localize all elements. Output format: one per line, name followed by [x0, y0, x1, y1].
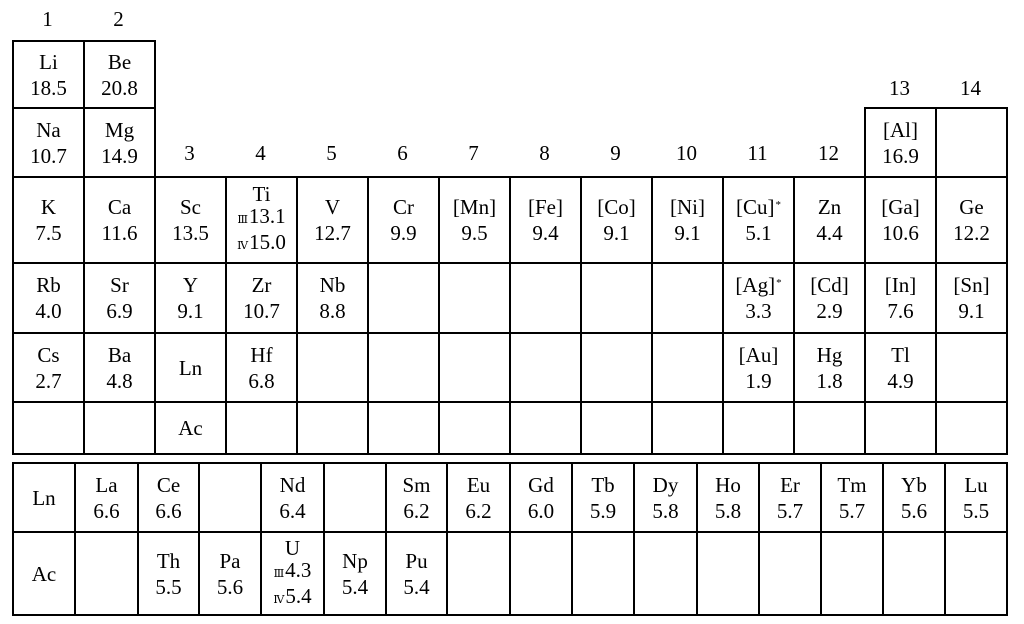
- element-symbol: [Ag]: [735, 273, 776, 297]
- element-cell-zn: [793, 176, 866, 264]
- element-value: 9.9: [390, 221, 417, 245]
- element-cell-ho: [696, 462, 760, 533]
- element-symbol: Be: [107, 49, 132, 74]
- element-symbol: [In]: [884, 273, 917, 297]
- element-value: 9.1: [674, 221, 701, 245]
- empty-cell: [935, 107, 1008, 178]
- element-cell-gd: [509, 462, 573, 533]
- empty-cell: [509, 332, 582, 403]
- empty-cell: [225, 401, 298, 455]
- element-value: 5.4: [341, 574, 369, 599]
- element-cell-cr: [367, 176, 440, 264]
- element-symbol: Th: [156, 548, 181, 573]
- empty-cell: [296, 401, 369, 455]
- element-symbol: [Co]: [597, 195, 636, 219]
- element-cell-eu: [446, 462, 511, 533]
- element-cell-ti: [225, 176, 298, 264]
- element-symbol: Tb: [591, 472, 615, 497]
- element-value: 11.6: [101, 221, 138, 245]
- element-cell-hg: [793, 332, 866, 403]
- element-cell-th: [137, 531, 200, 616]
- element-cell-sr: [83, 262, 156, 334]
- element-symbol: Tl: [891, 342, 910, 367]
- element-cell-be: [83, 40, 156, 109]
- element-symbol: Li: [39, 49, 58, 74]
- element-cell-nd: [260, 462, 325, 533]
- empty-cell: [935, 401, 1008, 455]
- empty-cell: [438, 262, 511, 334]
- empty-cell: [935, 332, 1008, 403]
- element-symbol: Tm: [837, 472, 867, 497]
- element-symbol: Ln: [32, 485, 56, 510]
- element-cell-na: [12, 107, 85, 178]
- element-symbol: Hg: [816, 342, 843, 367]
- element-cell-yb: [882, 462, 946, 533]
- element-symbol: V: [324, 195, 341, 219]
- element-value: 13.5: [172, 221, 209, 245]
- element-symbol: Na: [36, 117, 61, 142]
- element-symbol: [Sn]: [953, 273, 990, 297]
- element-cell-dy: [633, 462, 698, 533]
- element-value: 9.1: [958, 299, 985, 323]
- element-symbol: Ho: [715, 472, 741, 497]
- group-number-13: 13: [889, 76, 910, 100]
- element-symbol: La: [95, 472, 118, 497]
- element-symbol: Sc: [180, 195, 201, 219]
- group-number-6: 6: [397, 141, 408, 165]
- element-cell-au: [722, 332, 795, 403]
- empty-cell: [198, 462, 262, 533]
- element-symbol: K: [40, 195, 57, 219]
- empty-cell: [509, 531, 573, 616]
- element-symbol: [Ga]: [881, 195, 920, 219]
- element-cell-cd: [793, 262, 866, 334]
- empty-cell: [651, 332, 724, 403]
- element-cell-fe: [509, 176, 582, 264]
- element-value: 7.6: [887, 299, 914, 323]
- element-symbol: U: [284, 535, 301, 560]
- element-cell-la: [74, 462, 139, 533]
- element-value: 4.9: [887, 368, 914, 393]
- group-number-10: 10: [676, 141, 697, 165]
- element-value: 3.3: [745, 299, 772, 323]
- element-symbol: [Ni]: [670, 195, 705, 219]
- empty-cell: [446, 531, 511, 616]
- element-cell-er: [758, 462, 822, 533]
- element-symbol: [Fe]: [528, 195, 563, 219]
- empty-cell: [864, 401, 937, 455]
- element-cell-ce: [137, 462, 200, 533]
- oxidation-state: Ⅳ: [273, 593, 285, 606]
- element-value: 5.4: [285, 583, 312, 608]
- element-symbol: Ca: [107, 195, 132, 219]
- element-cell-ag: [722, 262, 795, 334]
- element-cell-lnrow: [12, 462, 76, 533]
- element-symbol: Mg: [104, 117, 135, 142]
- element-value: 6.0: [527, 498, 555, 523]
- group-number-12: 12: [818, 141, 839, 165]
- element-value: 5.5: [155, 574, 182, 599]
- element-value: 9.1: [177, 299, 204, 323]
- empty-cell: [758, 531, 822, 616]
- element-value: 16.9: [882, 143, 919, 168]
- element-value: 12.7: [314, 221, 351, 245]
- empty-cell: [882, 531, 946, 616]
- element-value: 5.8: [652, 498, 679, 523]
- element-value: 5.7: [776, 498, 804, 523]
- group-number-9: 9: [610, 141, 621, 165]
- element-symbol: Zn: [817, 195, 842, 219]
- empty-cell: [793, 401, 866, 455]
- element-cell-ba: [83, 332, 156, 403]
- group-number-7: 7: [468, 141, 479, 165]
- element-symbol: Hf: [250, 342, 273, 367]
- element-value: 6.2: [403, 498, 430, 523]
- oxidation-row: [237, 231, 286, 257]
- element-symbol: Gd: [528, 472, 554, 497]
- element-value: 5.9: [589, 498, 617, 523]
- empty-cell: [12, 401, 85, 455]
- empty-cell: [944, 531, 1008, 616]
- element-value: 6.4: [279, 498, 306, 523]
- element-value: 5.1: [745, 221, 772, 245]
- element-value: 5.5: [962, 498, 990, 523]
- element-symbol: Cs: [37, 342, 60, 367]
- empty-cell: [571, 531, 635, 616]
- element-symbol: Ln: [178, 355, 203, 380]
- oxidation-values: [237, 205, 286, 257]
- oxidation-values: [273, 559, 311, 611]
- element-value: 4.4: [816, 221, 843, 245]
- element-cell-cu: [722, 176, 795, 264]
- element-symbol: Pu: [405, 548, 428, 573]
- element-value: 5.4: [403, 574, 430, 599]
- element-cell-hf: [225, 332, 298, 403]
- group-number-3: 3: [184, 141, 195, 165]
- group-number-1: 1: [42, 7, 53, 31]
- element-symbol: [Al]: [883, 117, 918, 142]
- element-symbol: Lu: [964, 472, 988, 497]
- element-cell-ca: [83, 176, 156, 264]
- empty-cell: [696, 531, 760, 616]
- element-symbol: Cr: [393, 195, 414, 219]
- element-value: 6.6: [155, 498, 182, 523]
- element-symbol: Ac: [178, 416, 203, 440]
- element-symbol: Dy: [652, 472, 679, 497]
- element-symbol: Y: [182, 273, 199, 297]
- element-cell-ac: [154, 401, 227, 455]
- element-value: 1.9: [745, 368, 772, 393]
- element-cell-lu: [944, 462, 1008, 533]
- element-cell-v: [296, 176, 369, 264]
- empty-cell: [83, 401, 156, 455]
- empty-cell: [367, 401, 440, 455]
- element-cell-in: [864, 262, 937, 334]
- element-value: 9.1: [603, 221, 630, 245]
- element-symbol: Ba: [107, 342, 132, 367]
- element-cell-tl: [864, 332, 937, 403]
- element-value: 10.7: [243, 299, 280, 323]
- element-cell-al: [864, 107, 937, 178]
- oxidation-state: Ⅲ: [237, 214, 248, 226]
- group-number-14: 14: [960, 76, 981, 100]
- element-symbol: Ti: [252, 182, 271, 206]
- element-value: 5.8: [714, 498, 742, 523]
- asterisk-mark: *: [776, 277, 782, 289]
- element-cell-co: [580, 176, 653, 264]
- element-symbol: Pa: [219, 548, 241, 573]
- empty-cell: [296, 332, 369, 403]
- element-value: 18.5: [30, 75, 67, 100]
- element-value: 5.7: [838, 498, 866, 523]
- element-cell-acrow: [12, 531, 76, 616]
- element-value: 4.8: [106, 368, 133, 393]
- element-symbol-wrap: [735, 272, 781, 298]
- element-symbol: Yb: [901, 472, 927, 497]
- element-cell-pa: [198, 531, 262, 616]
- element-symbol: Nd: [279, 472, 306, 497]
- element-value: 4.0: [35, 299, 62, 323]
- element-symbol: Eu: [466, 472, 491, 497]
- empty-cell: [367, 262, 440, 334]
- element-cell-ln: [154, 332, 227, 403]
- element-value: 9.4: [532, 221, 559, 245]
- empty-cell: [74, 531, 139, 616]
- element-value: 12.2: [953, 221, 990, 245]
- element-value: 13.1: [248, 204, 286, 228]
- empty-cell: [438, 401, 511, 455]
- element-cell-ga: [864, 176, 937, 264]
- empty-cell: [438, 332, 511, 403]
- empty-cell: [580, 332, 653, 403]
- element-cell-sm: [385, 462, 448, 533]
- element-value: 6.8: [248, 368, 275, 393]
- group-number-2: 2: [113, 7, 124, 31]
- element-cell-np: [323, 531, 387, 616]
- group-number-4: 4: [255, 141, 266, 165]
- element-cell-ni: [651, 176, 724, 264]
- element-cell-sc: [154, 176, 227, 264]
- element-cell-zr: [225, 262, 298, 334]
- element-symbol: Np: [342, 548, 368, 573]
- element-symbol: Er: [780, 472, 800, 497]
- empty-cell: [367, 332, 440, 403]
- element-value: 9.5: [461, 221, 488, 245]
- element-cell-pu: [385, 531, 448, 616]
- empty-cell: [722, 401, 795, 455]
- element-cell-u: [260, 531, 325, 616]
- empty-cell: [820, 531, 884, 616]
- element-cell-y: [154, 262, 227, 334]
- element-value: 5.6: [216, 574, 244, 599]
- element-value: 6.9: [106, 299, 133, 323]
- element-symbol: Sm: [402, 472, 431, 497]
- element-cell-rb: [12, 262, 85, 334]
- oxidation-state: Ⅲ: [273, 567, 285, 580]
- empty-cell: [633, 531, 698, 616]
- element-cell-sn: [935, 262, 1008, 334]
- element-cell-tb: [571, 462, 635, 533]
- oxidation-state: Ⅳ: [237, 240, 249, 252]
- empty-cell: [651, 262, 724, 334]
- element-value: 6.6: [93, 498, 120, 523]
- element-symbol: [Mn]: [452, 195, 497, 219]
- oxidation-row: [273, 585, 311, 611]
- element-symbol-wrap: [736, 194, 781, 220]
- element-value: 10.7: [30, 143, 67, 168]
- element-value: 4.3: [285, 557, 312, 582]
- element-symbol: Zr: [251, 273, 272, 297]
- empty-cell: [323, 462, 387, 533]
- oxidation-row: [237, 205, 285, 231]
- element-value: 7.5: [35, 221, 62, 245]
- element-cell-li: [12, 40, 85, 109]
- element-value: 14.9: [101, 143, 138, 168]
- element-cell-cs: [12, 332, 85, 403]
- element-value: 6.2: [465, 498, 492, 523]
- element-value: 20.8: [101, 75, 138, 100]
- empty-cell: [580, 401, 653, 455]
- element-symbol: Ac: [31, 561, 57, 586]
- element-symbol: [Cd]: [810, 273, 849, 297]
- element-cell-tm: [820, 462, 884, 533]
- element-value: 5.6: [900, 498, 928, 523]
- element-symbol: Nb: [319, 273, 346, 297]
- oxidation-row: [274, 559, 312, 585]
- element-value: 2.7: [35, 368, 62, 393]
- group-number-8: 8: [539, 141, 550, 165]
- element-symbol: [Cu]: [736, 195, 775, 219]
- empty-cell: [509, 262, 582, 334]
- element-symbol: [Au]: [738, 342, 779, 367]
- element-cell-ge: [935, 176, 1008, 264]
- element-symbol: Sr: [110, 273, 129, 297]
- element-cell-mn: [438, 176, 511, 264]
- empty-cell: [580, 262, 653, 334]
- element-value: 1.8: [816, 368, 843, 393]
- element-value: 15.0: [249, 230, 286, 254]
- empty-cell: [651, 401, 724, 455]
- element-symbol: Ce: [156, 472, 181, 497]
- element-value: 8.8: [319, 299, 346, 323]
- element-value: 2.9: [816, 299, 843, 323]
- element-symbol: Ge: [959, 195, 984, 219]
- element-cell-nb: [296, 262, 369, 334]
- group-number-5: 5: [326, 141, 337, 165]
- element-symbol: Rb: [36, 273, 61, 297]
- empty-cell: [509, 401, 582, 455]
- element-cell-k: [12, 176, 85, 264]
- element-value: 10.6: [882, 221, 919, 245]
- element-cell-mg: [83, 107, 156, 178]
- asterisk-mark: *: [775, 199, 781, 211]
- group-number-11: 11: [747, 141, 768, 165]
